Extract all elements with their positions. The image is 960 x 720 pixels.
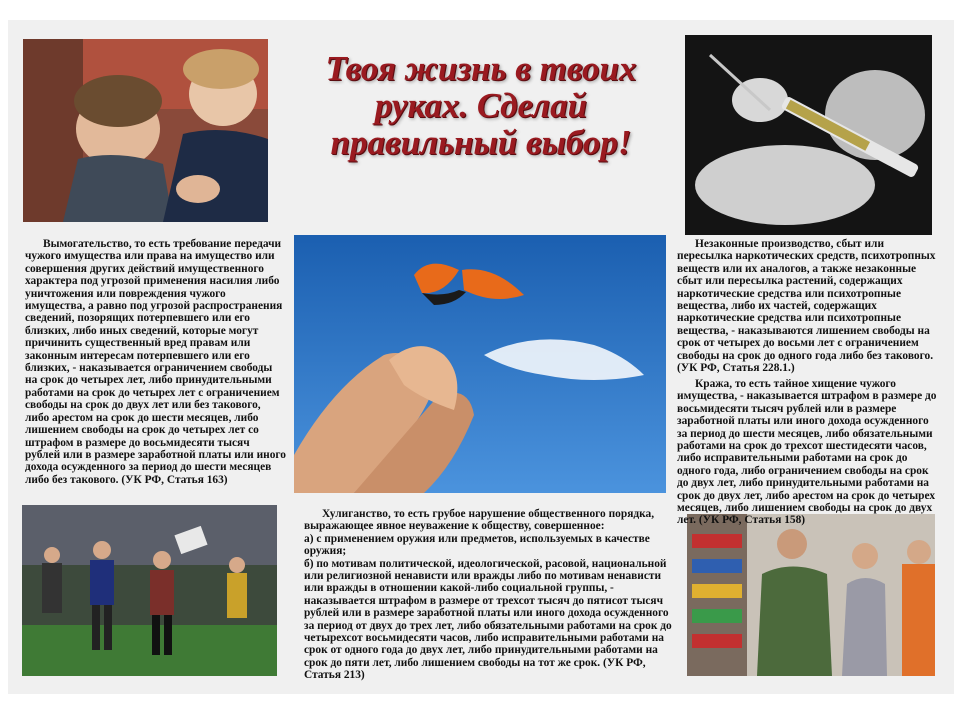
text-hooliganism <box>304 508 672 682</box>
text-drugs <box>677 238 941 374</box>
extortion-paragraph: Вымогательство, то есть требование передачи чужого имущества или права на имущество или совершения других действий имущественного характера под угрозой применения насилия либо уничтожения или повреждения чужого имущества, а равно под угрозой распространения сведений, позорящих потерпевшего или его близких, либо иных сведений, которые могут причинить существенный вред правам или законным интересам потерпевшего или его близких, - наказывается ограничением свободы на срок до четырех лет, либо принудительными работами на срок до четырех лет с ограничением свободы на срок до двух лет или без такового, либо арестом на срок до шести месяцев, либо лишением свободы на срок до четырех лет со штрафом в размере до восьмидесяти тысяч рублей или в размере заработной платы или иного дохода осужденного за период до шести месяцев либо без такового. (УК РФ, Статья 163) <box>25 238 286 486</box>
hooliganism-item-b: б) по мотивам политической, идеологической, расовой, национальной или религиозной ненависти или вражды либо по мотивам ненависти или вражды в отношении какой-либо социальной группы, - наказывается штрафом в размере от трехсот тысяч до пятисот тысяч рублей или в размере заработной платы или иного дохода осужденного за период от двух до трех лет, либо обязательными работами на срок до четырехсот восьмидесяти часов, либо исправительными работами на срок от одного года до двух лет, либо принудительными работами на срок до пяти лет, либо лишением свободы на тот же срок. (УК РФ, Статья 213) <box>304 557 672 682</box>
photo-drugs <box>685 35 932 235</box>
hooliganism-item-a: а) с применением оружия или предметов, используемых в качестве оружия; <box>304 532 650 558</box>
poster-title: Твоя жизнь в твоих руках. Сделай правильный выбор! <box>325 49 637 162</box>
drugs-paragraph: Незаконные производство, сбыт или пересылка наркотических средств, психотропных веществ или их аналогов, а также незаконные сбыт или пересылка растений, содержащих наркотические средства или психотропные вещества, либо их частей, содержащих наркотические средства или психотропные вещества, - наказываются лишением свободы на срок от четырех до восьми лет с ограничением свободы на срок до одного года либо без такового. (УК РФ, Статья 228.1.) <box>677 238 936 375</box>
photo-theft <box>687 514 935 676</box>
photo-hooligans <box>22 505 277 676</box>
hooliganism-intro: Хулиганство, то есть грубое нарушение общественного порядка, выражающее явное неуважение к обществу, совершенное: <box>304 508 655 533</box>
text-extortion <box>25 238 287 486</box>
theft-paragraph: Кража, то есть тайное хищение чужого имущества, - наказывается штрафом в размере до восьмидесяти тысяч рублей или в размере заработной платы или иного дохода осужденного за период до шести месяцев, либо обязательными работами на срок до трехсот шестидесяти часов, либо исправительными работами на срок до одного года, либо ограничением свободы на срок до двух лет, либо принудительными работами на срок до двух лет, либо арестом на срок до четырех месяцев, либо лишением свободы на срок до двух лет. (УК РФ, Статья 158) <box>677 378 937 527</box>
photo-bullying <box>23 39 268 222</box>
text-theft <box>677 378 941 527</box>
photo-butterfly-hands <box>294 235 666 493</box>
